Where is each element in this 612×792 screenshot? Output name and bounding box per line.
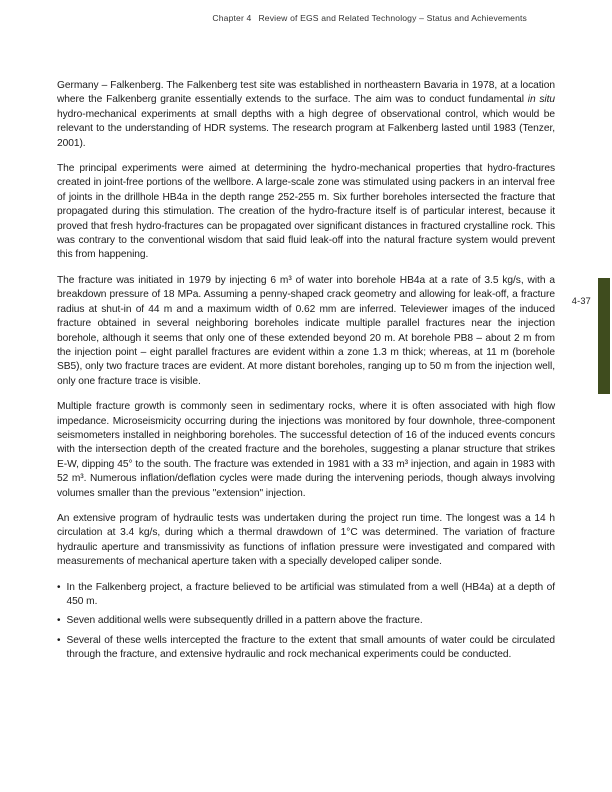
page-number: 4-37 [571,296,591,306]
body-text [57,79,555,668]
chapter-tab-bar [598,278,610,394]
header-chapter-label: Chapter 4 [212,13,252,23]
paragraph-text: hydro-mechanical experiments at small depths with a high degree of observational control, which would be relevant to the understanding of HDR systems. The research program at Falkenberg lasted until 1983 (Tenzer, 2001). [57,108,555,149]
paragraph-lead-in: Germany – Falkenberg. [57,80,164,91]
paragraph-text: The Falkenberg test site was established in northeastern Bavaria in 1978, at a location where the Falkenberg granite essentially extends to the surface. The aim was to conduct fundamental [57,80,556,106]
running-header [212,13,527,23]
bullet-list [57,581,555,663]
list-item-text: Seven additional wells were subsequently drilled in a pattern above the fracture. [66,615,423,627]
paragraph-fracture-initiation: The fracture was initiated in 1979 by injecting 6 m³ of water into borehole HB4a at a rate of 3.5 kg/s, with a breakdown pressure of 18 MPa. Assuming a penny-shaped crack geometry and allowing for leak-off, a fracture radius at shut-in of 44 m and a maximum width of 0.62 mm are inferred. Televiewer images of the induced fracture obtained in several neighboring boreholes indicate multiple parallel fractures near the injection borehole, although it seems that only one of these extended beyond 20 m. At borehole PB8 – about 2 m from the injection point – eight parallel fractures are evident within a zone 1.3 m thick; whereas, at 11 m (borehole SB5), only two fracture traces are evident. At more distant boreholes, ranging up to 50 m from the injection well, only one fracture trace is visible. [57,274,555,387]
paragraph-principal-experiments: The principal experiments were aimed at determining the hydro-mechanical properties that hydro-fractures created in joint-free portions of the wellbore. A large-scale zone was stimulated using packers in an interval free of joints in the drillhole HB4a in the depth range 252-255 m. Six further boreholes intersected the fracture that propagated during this stimulation. The creation of the hydro-fracture itself is of particular interest, because it proved that fresh hydro-fractures can be propagated over significant distances in fractured crystalline rock. This was contrary to the conventional wisdom that said fluid leak-off into the natural fracture system would prevent this from happening. [57,163,555,261]
list-item [57,634,555,663]
paragraph-multiple-fracture-growth: Multiple fracture growth is commonly seen in sedimentary rocks, where it is often associated with high flow impedance. Microseismicity occurring during the injections was monitored by four downhole, three-component seismometers installed in neighboring boreholes. The successful detection of 16 of the induced events concurs with the intersection depth of the created fracture and the boreholes, suggesting a planar structure that strikes E-W, dipping 45° to the south. The fracture was extended in 1981 with a 33 m³ injection, and again in 1983 with 52 m³. Numerous inflation/deflation cycles were made during the intervening periods, though always involving volumes smaller than the previous "extension" injection. [57,401,555,499]
list-item-text: Several of these wells intercepted the fracture to the extent that small amounts of water could be circulated through the fracture, and extensive hydraulic and rock mechanical experiments could be conducted. [66,634,555,661]
bullet-icon: • [57,581,61,593]
paragraph-falkenberg-intro [57,79,555,151]
header-title: Review of EGS and Related Technology – Status and Achievements [258,13,527,23]
paragraph-hydraulic-tests: An extensive program of hydraulic tests was undertaken during the project run time. The longest was a 14 h circulation at 3.4 kg/s, during which a thermal drawdown of 1°C was determined. The variation of fracture hydraulic aperture and transmissivity as functions of inflation pressure were investigated and compared with measurements of mechanical aperture taken with a specially developed caliper sonde. [57,512,555,568]
list-item [57,614,555,628]
list-item-text: In the Falkenberg project, a fracture believed to be artificial was stimulated from a well (HB4a) at a depth of 450 m. [66,581,555,607]
bullet-icon: • [57,615,61,627]
bullet-icon: • [57,634,61,646]
list-item [57,581,555,610]
latin-term: in situ [527,94,555,106]
